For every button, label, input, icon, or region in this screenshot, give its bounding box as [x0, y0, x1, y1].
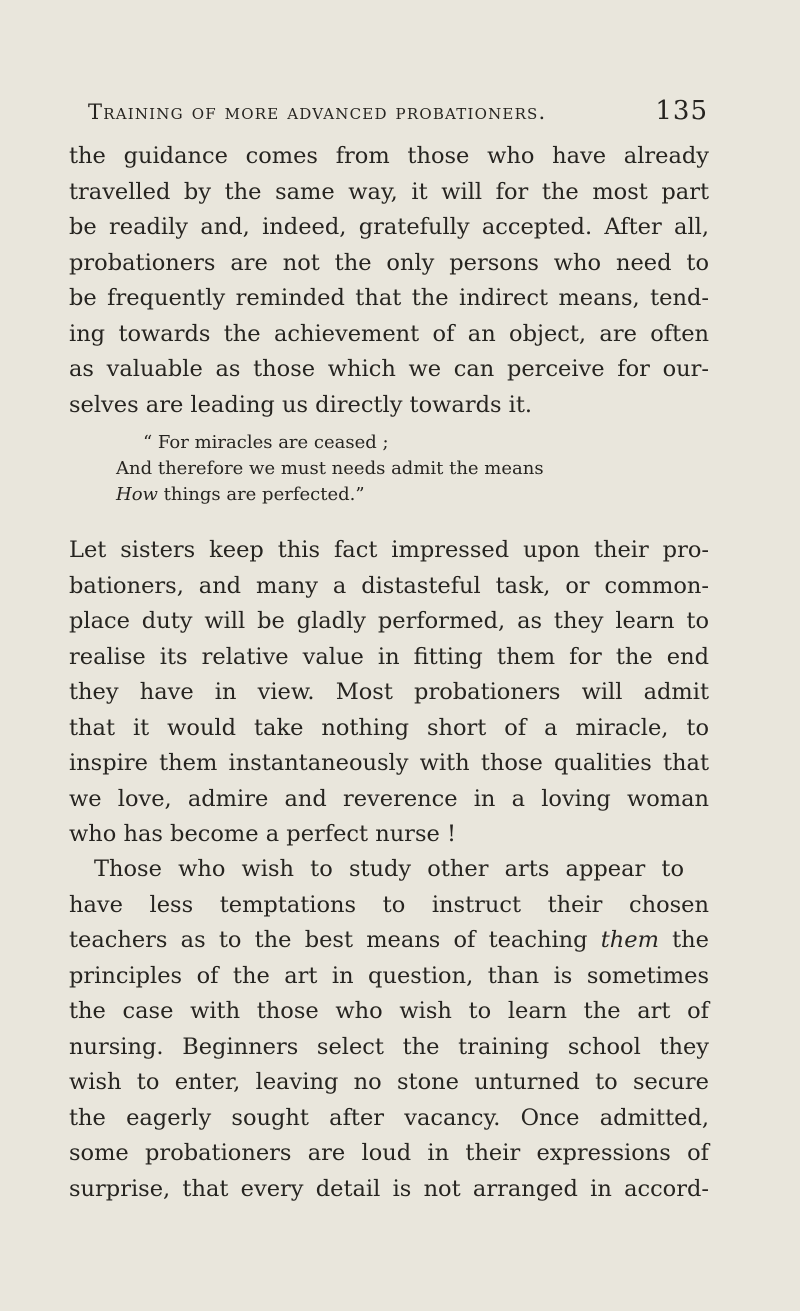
- text-line: the guidance comes from those who have already: [69, 143, 709, 169]
- paragraph-2: [69, 533, 709, 853]
- verse-line: And therefore we must needs admit the means: [116, 458, 544, 479]
- text-line: be frequently reminded that the indirect means, tend-: [69, 285, 709, 311]
- text-line: some probationers are loud in their expressions of: [69, 1140, 709, 1166]
- text-line: bationers, and many a distasteful task, or common-: [69, 572, 709, 599]
- text-line: that it would take nothing short of a miracle, to: [69, 714, 709, 741]
- verse-quotation: [116, 430, 544, 508]
- text-line: as valuable as those which we can perceive for our-: [69, 356, 709, 382]
- text-line: [69, 923, 709, 959]
- running-head-title: Training of more advanced probationers.: [88, 100, 547, 124]
- text-line: have less temptations to instruct their chosen: [69, 891, 709, 918]
- text-line: who has become a perfect nurse !: [69, 821, 456, 847]
- text-line: ing towards the achievement of an object, are often: [69, 320, 709, 347]
- text-line: selves are leading us directly towards it.: [69, 391, 533, 418]
- text-segment: teachers as to the best means of teaching: [69, 927, 601, 953]
- emphasis-word: them: [600, 927, 659, 953]
- text-line: place duty will be gladly performed, as they learn to: [69, 608, 709, 634]
- text-segment: the: [658, 927, 709, 953]
- paragraph-3: [69, 852, 709, 1207]
- paragraph-1: [69, 139, 709, 423]
- running-head: [88, 96, 708, 130]
- text-line: surprise, that every detail is not arranged in accord-: [69, 1175, 709, 1202]
- text-line: Those who wish to study other arts appear to: [94, 856, 684, 882]
- text-line: they have in view. Most probationers will admit: [69, 679, 709, 705]
- text-line: wish to enter, leaving no stone unturned to secure: [69, 1069, 709, 1095]
- text-line: probationers are not the only persons who need to: [69, 249, 709, 276]
- verse-line-rest: things are perfected.”: [157, 484, 365, 505]
- verse-line: “ For miracles are ceased ;: [143, 432, 389, 453]
- text-line: the case with those who wish to learn the art of: [69, 998, 709, 1024]
- text-line: we love, admire and reverence in a loving woman: [69, 785, 709, 812]
- text-line: Let sisters keep this fact impressed upon their pro-: [69, 537, 709, 563]
- text-line: the eagerly sought after vacancy. Once admitted,: [69, 1104, 709, 1131]
- text-line: travelled by the same way, it will for the most part: [69, 178, 709, 205]
- text-line: be readily and, indeed, gratefully accepted. After all,: [69, 214, 709, 240]
- text-line: inspire them instantaneously with those qualities that: [69, 750, 709, 776]
- verse-line: [116, 482, 544, 508]
- text-line: realise its relative value in fitting them for the end: [69, 643, 709, 670]
- verse-italic-word: How: [116, 484, 158, 505]
- text-line: nursing. Beginners select the training school they: [69, 1033, 709, 1060]
- page-number: 135: [655, 96, 708, 126]
- text-line: principles of the art in question, than is sometimes: [69, 962, 709, 989]
